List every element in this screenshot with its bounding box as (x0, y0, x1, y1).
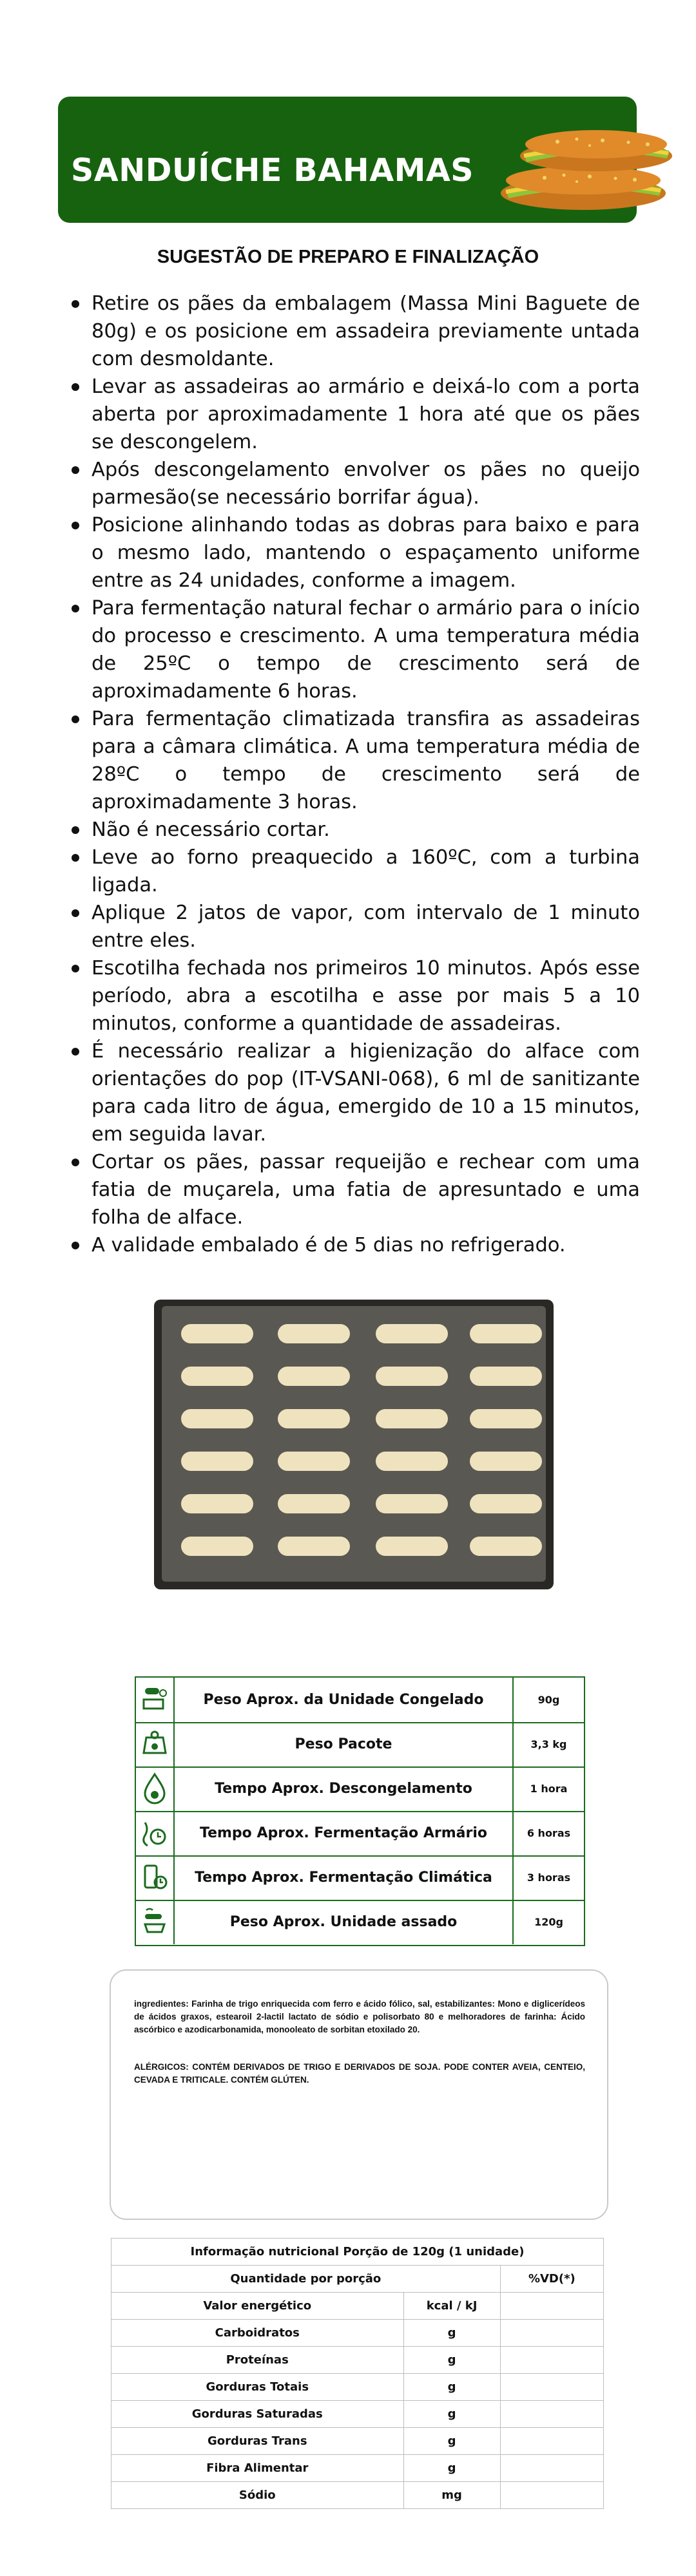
step-item: Para fermentação natural fechar o armário para o início do processo e crescimento. A uma temperatura média de 25ºC o tempo de crescimento será de aproximadamente 6 horas. (72, 594, 640, 705)
step-item: Levar as assadeiras ao armário e deixá-lo com a porta aberta por aproximadamente 1 hora até que os pães se descongelem. (72, 373, 640, 456)
cabinet-proofing-icon (136, 1811, 175, 1855)
baked-weight-icon (136, 1900, 175, 1944)
nutrient-name: Gorduras Totais (111, 2374, 404, 2401)
nutrient-vd (500, 2374, 603, 2401)
step-item: Não é necessário cortar. (72, 816, 640, 844)
spec-value: 1 hora (530, 1783, 568, 1795)
bread-unit (181, 1494, 253, 1513)
nutrition-row (111, 2455, 604, 2482)
step-item: É necessário realizar a higienização do alface com orientações do pop (IT-VSANI-068), 6 ml de sanitizante para cada litro de água, emergido de 10 a 15 minutos, em seguida lavar. (72, 1037, 640, 1148)
nutrient-unit: mg (403, 2482, 500, 2509)
spec-row (136, 1811, 584, 1857)
nutrient-vd (500, 2293, 603, 2320)
thaw-drop-icon (136, 1766, 175, 1811)
nutrient-vd (500, 2401, 603, 2428)
spec-label: Tempo Aprox. Descongelamento (175, 1766, 514, 1811)
spec-row (136, 1855, 584, 1901)
spec-row (136, 1766, 584, 1812)
nutrient-name: Gorduras Trans (111, 2428, 404, 2455)
nutrient-unit: g (403, 2374, 500, 2401)
bread-unit (376, 1537, 448, 1556)
bullet-icon (72, 300, 79, 308)
bread-unit (470, 1537, 542, 1556)
product-title: SANDUÍCHE BAHAMAS (71, 152, 474, 189)
spec-row (136, 1722, 584, 1768)
bread-unit (181, 1324, 253, 1343)
spec-label: Peso Aprox. Unidade assado (175, 1900, 514, 1944)
step-item: Escotilha fechada nos primeiros 10 minutos. Após esse período, abra a escotilha e asse por mais 5 a 10 minutos, conforme a quantidade de assadeiras. (72, 954, 640, 1037)
bullet-icon (72, 1242, 79, 1249)
bread-unit (376, 1324, 448, 1343)
nutrition-header-row (111, 2266, 604, 2293)
bread-unit (470, 1494, 542, 1513)
preparation-heading: SUGESTÃO DE PREPARO E FINALIZAÇÃO (157, 247, 539, 267)
spec-value: 6 horas (527, 1827, 571, 1839)
bread-unit (278, 1324, 350, 1343)
spec-row (136, 1900, 584, 1944)
nutrition-row (111, 2401, 604, 2428)
bullet-icon (72, 466, 79, 474)
bread-unit (181, 1367, 253, 1386)
step-item: Após descongelamento envolver os pães no queijo parmesão(se necessário borrifar água). (72, 456, 640, 511)
nutrition-row (111, 2482, 604, 2509)
nutrition-header-label: Quantidade por porção (111, 2266, 501, 2293)
nutrient-unit: g (403, 2401, 500, 2428)
allergen-text: ALÉRGICOS: CONTÉM DERIVADOS DE TRIGO E DERIVADOS DE SOJA. PODE CONTER AVEIA, CENTEIO, CEVADA E TRITICALE. CONTÉM GLÚTEN. (134, 2062, 585, 2085)
nutrient-name: Valor energético (111, 2293, 404, 2320)
nutrition-row (111, 2320, 604, 2347)
bread-unit (376, 1452, 448, 1471)
bread-unit (278, 1452, 350, 1471)
spec-value: 120g (534, 1916, 563, 1928)
nutrition-title: Informação nutricional Porção de 120g (1 unidade) (111, 2239, 604, 2266)
step-item: Posicione alinhando todas as dobras para baixo e para o mesmo lado, mantendo o espaçamento uniforme entre as 24 unidades, conforme a imagem. (72, 511, 640, 594)
product-spec-table (135, 1676, 585, 1946)
bread-unit (470, 1452, 542, 1471)
nutrient-vd (500, 2482, 603, 2509)
spec-label: Tempo Aprox. Fermentação Climática (175, 1855, 514, 1900)
bread-unit (470, 1367, 542, 1386)
nutrient-name: Proteínas (111, 2347, 404, 2374)
bread-unit (278, 1409, 350, 1428)
package-weight-icon (136, 1722, 175, 1766)
sandwich-illustration (487, 117, 680, 214)
nutrient-name: Sódio (111, 2482, 404, 2509)
nutrient-name: Carboidratos (111, 2320, 404, 2347)
nutrient-unit: g (403, 2347, 500, 2374)
bullet-icon (72, 1159, 79, 1166)
bullet-icon (72, 605, 79, 612)
step-item: Cortar os pães, passar requeijão e rechear com uma fatia de muçarela, uma fatia de apresuntado e uma folha de alface. (72, 1148, 640, 1231)
spec-label: Peso Pacote (175, 1722, 514, 1766)
nutrient-vd (500, 2455, 603, 2482)
nutrient-vd (500, 2428, 603, 2455)
spec-row (136, 1678, 584, 1723)
bread-unit (470, 1324, 542, 1343)
nutrition-row (111, 2374, 604, 2401)
bullet-icon (72, 826, 79, 834)
nutrition-row (111, 2347, 604, 2374)
step-item: Para fermentação climatizada transfira as assadeiras para a câmara climática. A uma temperatura média de 28ºC o tempo de crescimento será de aproximadamente 3 horas. (72, 705, 640, 816)
bullet-icon (72, 522, 79, 529)
step-item: A validade embalado é de 5 dias no refrigerado. (72, 1231, 640, 1259)
nutrient-vd (500, 2347, 603, 2374)
bread-unit (376, 1409, 448, 1428)
preparation-steps (72, 290, 640, 1259)
nutrition-row (111, 2293, 604, 2320)
baking-tray-photo (154, 1300, 554, 1589)
bread-unit (181, 1452, 253, 1471)
step-item: Leve ao forno preaquecido a 160ºC, com a turbina ligada. (72, 844, 640, 899)
ingredients-box (110, 1969, 608, 2220)
nutrition-title-row (111, 2239, 604, 2266)
spec-value: 3,3 kg (530, 1738, 567, 1750)
tray-surface (162, 1306, 546, 1582)
spec-label: Tempo Aprox. Fermentação Armário (175, 1811, 514, 1855)
nutrient-name: Fibra Alimentar (111, 2455, 404, 2482)
frozen-bread-icon (136, 1678, 175, 1722)
nutrient-unit: g (403, 2320, 500, 2347)
product-banner (58, 97, 637, 223)
bullet-icon (72, 383, 79, 391)
nutrient-name: Gorduras Saturadas (111, 2401, 404, 2428)
bread-unit (278, 1537, 350, 1556)
nutrient-unit: kcal / kJ (403, 2293, 500, 2320)
spec-value: 3 horas (527, 1871, 571, 1884)
spec-label: Peso Aprox. da Unidade Congelado (175, 1678, 514, 1722)
bullet-icon (72, 965, 79, 972)
nutrition-table (111, 2238, 604, 2509)
bread-unit (181, 1409, 253, 1428)
bullet-icon (72, 715, 79, 723)
bread-unit (376, 1367, 448, 1386)
bread-unit (376, 1494, 448, 1513)
ingredients-text: ingredientes: Farinha de trigo enriquecida com ferro e ácido fólico, sal, estabilizantes: Mono e diglicerídeos de ácidos graxos, estearoil 2-lactil lactato de sódio e polisorbato 80 e melhoradores de farinha: Ácido ascórbico e azodicarbonamida, monooleato de sorbitan etoxilado 20. (134, 1999, 585, 2034)
nutrient-unit: g (403, 2455, 500, 2482)
bullet-icon (72, 1048, 79, 1056)
step-item: Aplique 2 jatos de vapor, com intervalo de 1 minuto entre eles. (72, 899, 640, 954)
bread-unit (181, 1537, 253, 1556)
spec-value: 90g (537, 1694, 560, 1706)
bullet-icon (72, 909, 79, 917)
bread-unit (470, 1409, 542, 1428)
nutrition-header-vd: %VD(*) (500, 2266, 603, 2293)
nutrient-vd (500, 2320, 603, 2347)
bullet-icon (72, 854, 79, 862)
nutrition-row (111, 2428, 604, 2455)
bread-unit (278, 1367, 350, 1386)
bread-unit (278, 1494, 350, 1513)
nutrient-unit: g (403, 2428, 500, 2455)
climate-chamber-icon (136, 1855, 175, 1900)
step-item: Retire os pães da embalagem (Massa Mini Baguete de 80g) e os posicione em assadeira previamente untada com desmoldante. (72, 290, 640, 373)
